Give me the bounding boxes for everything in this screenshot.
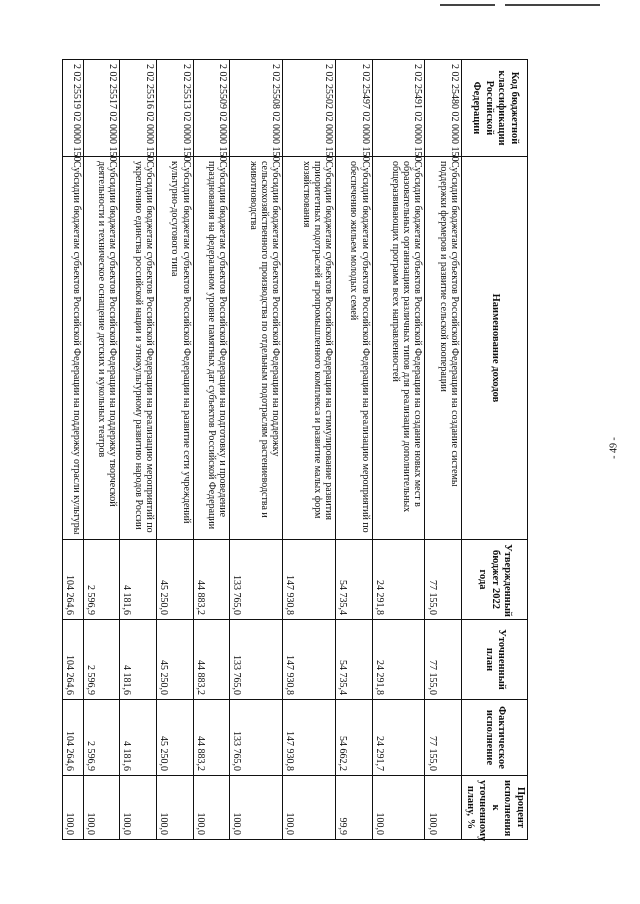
row-name: Субсидии бюджетам субъектов Российской Федерации на поддержку отрасли культуры (63, 157, 84, 540)
row-plan: 147 930,8 (283, 620, 336, 700)
row-name: Субсидии бюджетам субъектов Российской Федерации на поддержку творческой деятельности и техническое оснащение детских и кукольных театров (83, 157, 120, 540)
header-plan: Уточненный план (462, 620, 528, 700)
header-actual: Фактическое исполнение (462, 700, 528, 776)
row-code: 2 02 25480 02 0000 150 (425, 60, 462, 157)
row-name: Субсидии бюджетам субъектов Российской Федерации на создание новых мест в образовательных организациях различных типов для реализации дополнительных общеразвивающих программ всех направленностей (372, 157, 425, 540)
row-approved: 147 930,8 (283, 540, 336, 620)
row-approved: 104 264,6 (63, 540, 84, 620)
row-plan: 24 291,8 (372, 620, 425, 700)
row-actual: 104 264,6 (63, 700, 84, 776)
row-approved: 44 883,2 (193, 540, 230, 620)
row-approved: 4 181,6 (120, 540, 157, 620)
row-actual: 4 181,6 (120, 700, 157, 776)
row-plan: 54 735,4 (335, 620, 372, 700)
row-name: Субсидии бюджетам субъектов Российской Федерации на создание системы поддержки фермеров и развитие сельской кооперации (425, 157, 462, 540)
row-plan: 77 155,0 (425, 620, 462, 700)
row-plan: 44 883,2 (193, 620, 230, 700)
row-approved: 133 765,0 (230, 540, 283, 620)
row-actual: 45 250,0 (156, 700, 193, 776)
table-row (156, 60, 193, 840)
header-percent: Процент исполнения к уточненному плану, % (462, 776, 528, 840)
table-row (335, 60, 372, 840)
scan-artifact-line (505, 4, 600, 6)
row-code: 2 02 25517 02 0000 150 (83, 60, 120, 157)
row-percent: 100,0 (63, 776, 84, 840)
table-row (230, 60, 283, 840)
row-percent: 100,0 (283, 776, 336, 840)
row-plan: 2 596,9 (83, 620, 120, 700)
table-row (193, 60, 230, 840)
row-actual: 2 596,9 (83, 700, 120, 776)
row-percent: 100,0 (83, 776, 120, 840)
row-percent: 100,0 (230, 776, 283, 840)
row-percent: 100,0 (120, 776, 157, 840)
table-row (120, 60, 157, 840)
row-code: 2 02 25502 02 0000 150 (283, 60, 336, 157)
budget-revenue-table (62, 59, 528, 840)
row-code: 2 02 25513 02 0000 150 (156, 60, 193, 157)
row-approved: 2 596,9 (83, 540, 120, 620)
row-name: Субсидии бюджетам субъектов Российской Федерации на реализацию мероприятий по укреплению единства российской нации и этнокультурному развитию народов России (120, 157, 157, 540)
row-code: 2 02 25491 02 0000 150 (372, 60, 425, 157)
row-actual: 133 765,0 (230, 700, 283, 776)
row-actual: 77 155,0 (425, 700, 462, 776)
table-row (283, 60, 336, 840)
table-row (425, 60, 462, 840)
row-code: 2 02 25508 02 0000 150 (230, 60, 283, 157)
row-approved: 24 291,8 (372, 540, 425, 620)
row-code: 2 02 25509 02 0000 150 (193, 60, 230, 157)
row-actual: 147 930,8 (283, 700, 336, 776)
table-row (372, 60, 425, 840)
row-actual: 24 291,7 (372, 700, 425, 776)
header-approved: Утвержденный бюджет 2022 года (462, 540, 528, 620)
row-percent: 100,0 (425, 776, 462, 840)
row-plan: 133 765,0 (230, 620, 283, 700)
row-code: 2 02 25516 02 0000 150 (120, 60, 157, 157)
row-percent: 99,9 (335, 776, 372, 840)
row-percent: 100,0 (372, 776, 425, 840)
row-code: 2 02 25497 02 0000 150 (335, 60, 372, 157)
row-plan: 104 264,6 (63, 620, 84, 700)
row-approved: 45 250,0 (156, 540, 193, 620)
row-name: Субсидии бюджетам субъектов Российской Федерации на стимулирование развития приоритетных подотраслей агропромышленного комплекса и развитие малых форм хозяйствования (283, 157, 336, 540)
row-name: Субсидии бюджетам субъектов Российской Федерации на реализацию мероприятий по обеспечению жильем молодых семей (335, 157, 372, 540)
scan-artifact-line (440, 4, 495, 6)
table-header-row (462, 60, 528, 840)
table-row (63, 60, 84, 840)
row-approved: 54 735,4 (335, 540, 372, 620)
row-name: Субсидии бюджетам субъектов Российской Федерации на поддержку сельскохозяйственного производства по отдельным подотраслям растениеводства и животноводства (230, 157, 283, 540)
row-plan: 4 181,6 (120, 620, 157, 700)
page-number: - 49 - (608, 437, 620, 459)
header-name: Наименование доходов (462, 157, 528, 540)
row-percent: 100,0 (193, 776, 230, 840)
row-name: Субсидии бюджетам субъектов Российской Федерации на развитие сети учреждений культурно-досугового типа (156, 157, 193, 540)
row-approved: 77 155,0 (425, 540, 462, 620)
header-code: Код бюджетной классификации Российской Федерации (462, 60, 528, 157)
row-plan: 45 250,0 (156, 620, 193, 700)
table-row (83, 60, 120, 840)
budget-table-rotated (62, 59, 528, 842)
row-actual: 54 662,2 (335, 700, 372, 776)
row-actual: 44 883,2 (193, 700, 230, 776)
row-code: 2 02 25519 02 0000 150 (63, 60, 84, 157)
row-percent: 100,0 (156, 776, 193, 840)
row-name: Субсидии бюджетам субъектов Российской Федерации на подготовку и проведение празднования на федеральном уровне памятных дат субъектов Российской Федерации (193, 157, 230, 540)
